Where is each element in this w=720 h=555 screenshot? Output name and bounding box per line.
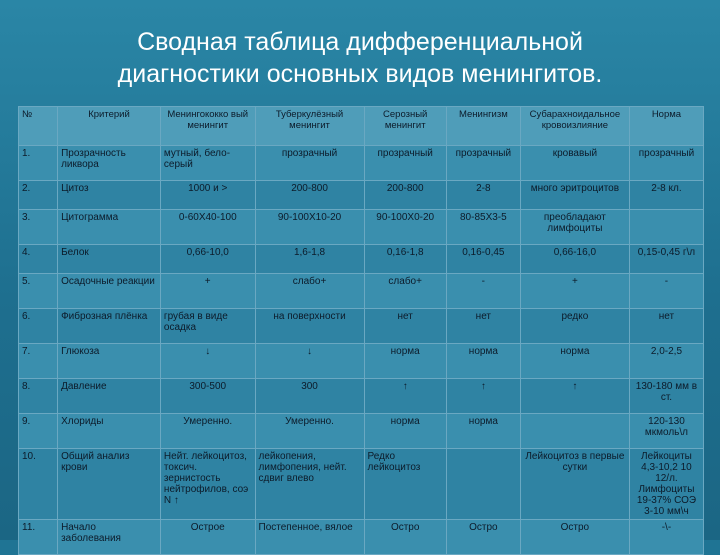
row-number: 3.: [19, 210, 58, 245]
row-criterion: Прозрачность ликвора: [58, 146, 161, 181]
cell-serous: норма: [364, 414, 446, 449]
cell-serous: Остро: [364, 520, 446, 555]
slide-title: [40, 26, 680, 90]
header-norm: Норма: [629, 107, 703, 146]
cell-meningococcal: 0,66-10,0: [160, 245, 255, 274]
cell-norm: 2-8 кл.: [629, 181, 703, 210]
cell-subarachnoid: норма: [520, 344, 629, 379]
cell-tuberculous: на поверхности: [255, 309, 364, 344]
table-row: [19, 449, 704, 520]
table-header-row: [19, 107, 704, 146]
cell-meningism: ↑: [446, 379, 520, 414]
cell-tuberculous: 300: [255, 379, 364, 414]
cell-serous: Редко лейкоцитоз: [364, 449, 446, 520]
cell-subarachnoid: редко: [520, 309, 629, 344]
row-criterion: Начало заболевания: [58, 520, 161, 555]
row-number: 4.: [19, 245, 58, 274]
cell-subarachnoid: ↑: [520, 379, 629, 414]
cell-meningococcal: грубая в виде осадка: [160, 309, 255, 344]
cell-subarachnoid: Остро: [520, 520, 629, 555]
cell-tuberculous: прозрачный: [255, 146, 364, 181]
cell-serous: 200-800: [364, 181, 446, 210]
row-criterion: Цитоз: [58, 181, 161, 210]
header-serous: Серозный менингит: [364, 107, 446, 146]
cell-meningococcal: мутный, бело-серый: [160, 146, 255, 181]
row-number: 11.: [19, 520, 58, 555]
header-number: №: [19, 107, 58, 146]
title-line-1: Сводная таблица дифференциальной: [137, 28, 583, 56]
cell-serous: 0,16-1,8: [364, 245, 446, 274]
row-number: 5.: [19, 274, 58, 309]
cell-meningism: 0,16-0,45: [446, 245, 520, 274]
cell-norm: 120-130 мкмоль\л: [629, 414, 703, 449]
row-criterion: Хлориды: [58, 414, 161, 449]
cell-norm: нет: [629, 309, 703, 344]
cell-norm: Лейкоциты 4,3-10,2 10 12/л. Лимфоциты 19-37% СОЭ 3-10 мм\ч: [629, 449, 703, 520]
row-criterion: Общий анализ крови: [58, 449, 161, 520]
row-number: 6.: [19, 309, 58, 344]
cell-norm: -\-: [629, 520, 703, 555]
row-criterion: Белок: [58, 245, 161, 274]
header-tuberculous: Туберкулёзный менингит: [255, 107, 364, 146]
cell-tuberculous: лейкопения, лимфопения, нейт. сдвиг влево: [255, 449, 364, 520]
cell-meningism: [446, 449, 520, 520]
row-criterion: Осадочные реакции: [58, 274, 161, 309]
cell-meningococcal: +: [160, 274, 255, 309]
cell-meningococcal: 1000 и >: [160, 181, 255, 210]
cell-meningism: нет: [446, 309, 520, 344]
cell-meningococcal: ↓: [160, 344, 255, 379]
cell-meningococcal: 0-60Х40-100: [160, 210, 255, 245]
table-row: [19, 274, 704, 309]
row-criterion: Глюкоза: [58, 344, 161, 379]
cell-subarachnoid: преобладают лимфоциты: [520, 210, 629, 245]
header-meningism: Менингизм: [446, 107, 520, 146]
cell-serous: норма: [364, 344, 446, 379]
table-row: [19, 414, 704, 449]
table-row: [19, 210, 704, 245]
header-subarachnoid: Субарахноидальное кровоизлияние: [520, 107, 629, 146]
cell-meningism: норма: [446, 414, 520, 449]
cell-tuberculous: Умеренно.: [255, 414, 364, 449]
cell-norm: 0,15-0,45 г\л: [629, 245, 703, 274]
cell-meningococcal: Острое: [160, 520, 255, 555]
cell-tuberculous: слабо+: [255, 274, 364, 309]
cell-subarachnoid: Лейкоцитоз в первые сутки: [520, 449, 629, 520]
cell-norm: [629, 210, 703, 245]
cell-meningism: 2-8: [446, 181, 520, 210]
row-number: 9.: [19, 414, 58, 449]
table-row: [19, 309, 704, 344]
cell-tuberculous: 90-100Х10-20: [255, 210, 364, 245]
row-number: 2.: [19, 181, 58, 210]
cell-tuberculous: 1,6-1,8: [255, 245, 364, 274]
cell-norm: -: [629, 274, 703, 309]
cell-meningococcal: Нейт. лейкоцитоз, токсич. зернистость нейтрофилов, соэ N ↑: [160, 449, 255, 520]
cell-tuberculous: ↓: [255, 344, 364, 379]
cell-meningism: Остро: [446, 520, 520, 555]
title-line-2: диагностики основных видов менингитов.: [117, 60, 603, 88]
cell-serous: ↑: [364, 379, 446, 414]
row-number: 8.: [19, 379, 58, 414]
table-row: [19, 181, 704, 210]
table-row: [19, 344, 704, 379]
table-row: [19, 379, 704, 414]
row-criterion: Цитограмма: [58, 210, 161, 245]
cell-serous: слабо+: [364, 274, 446, 309]
table-row: [19, 245, 704, 274]
cell-tuberculous: 200-800: [255, 181, 364, 210]
cell-tuberculous: Постепенное, вялое: [255, 520, 364, 555]
cell-meningism: прозрачный: [446, 146, 520, 181]
cell-meningococcal: Умеренно.: [160, 414, 255, 449]
cell-serous: 90-100Х0-20: [364, 210, 446, 245]
table-row: [19, 520, 704, 555]
cell-serous: прозрачный: [364, 146, 446, 181]
cell-meningism: -: [446, 274, 520, 309]
cell-serous: нет: [364, 309, 446, 344]
row-number: 10.: [19, 449, 58, 520]
cell-subarachnoid: +: [520, 274, 629, 309]
cell-meningococcal: 300-500: [160, 379, 255, 414]
cell-subarachnoid: кровавый: [520, 146, 629, 181]
cell-norm: прозрачный: [629, 146, 703, 181]
cell-meningism: норма: [446, 344, 520, 379]
diagnosis-table: [18, 106, 704, 555]
cell-subarachnoid: [520, 414, 629, 449]
cell-meningism: 80-85Х3-5: [446, 210, 520, 245]
row-criterion: Давление: [58, 379, 161, 414]
row-number: 7.: [19, 344, 58, 379]
row-number: 1.: [19, 146, 58, 181]
cell-norm: 130-180 мм в ст.: [629, 379, 703, 414]
cell-subarachnoid: много эритроцитов: [520, 181, 629, 210]
table-row: [19, 146, 704, 181]
cell-norm: 2,0-2,5: [629, 344, 703, 379]
row-criterion: Фиброзная плёнка: [58, 309, 161, 344]
header-criterion: Критерий: [58, 107, 161, 146]
header-meningococcal: Менингококко вый менингит: [160, 107, 255, 146]
cell-subarachnoid: 0,66-16,0: [520, 245, 629, 274]
